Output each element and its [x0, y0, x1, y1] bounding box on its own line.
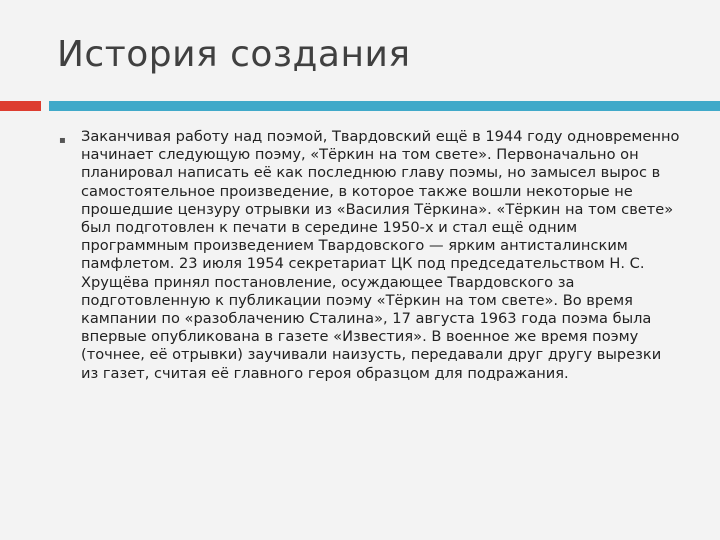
bullet-item [57, 128, 687, 383]
body-paragraph: Заканчивая работу над поэмой, Твардовский ещё в 1944 году одновременно начинает следующую поэму, «Тёркин на том свете». Первоначально он планировал написать её как последнюю главу поэмы, но замысел вырос в самостоятельное произведение, в которое также вошли некоторые не прошедшие цензуру отрывки из «Василия Тёркина». «Тёркин на том свете» был подготовлен к печати в середине 1950-х и стал ещё одним программным произведением Твардовского — ярким антисталинским памфлетом. 23 июля 1954 секретариат ЦК под председательством Н. С. Хрущёва принял постановление, осуждающее Твардовского за подготовленную к публикации поэму «Тёркин на том свете». Во время кампании по «разоблачению Сталина», 17 августа 1963 года поэма была впервые опубликована в газете «Известия». В военное же время поэму (точнее, её отрывки) заучивали наизусть, передавали друг другу вырезки из газет, считая её главного героя образцом для подражания. [81, 128, 680, 382]
bullet-icon: ▪ [59, 135, 66, 146]
slide-content [57, 128, 687, 383]
slide-title: История создания [57, 34, 411, 75]
accent-bar-teal [49, 101, 720, 111]
accent-bar-red [0, 101, 41, 111]
